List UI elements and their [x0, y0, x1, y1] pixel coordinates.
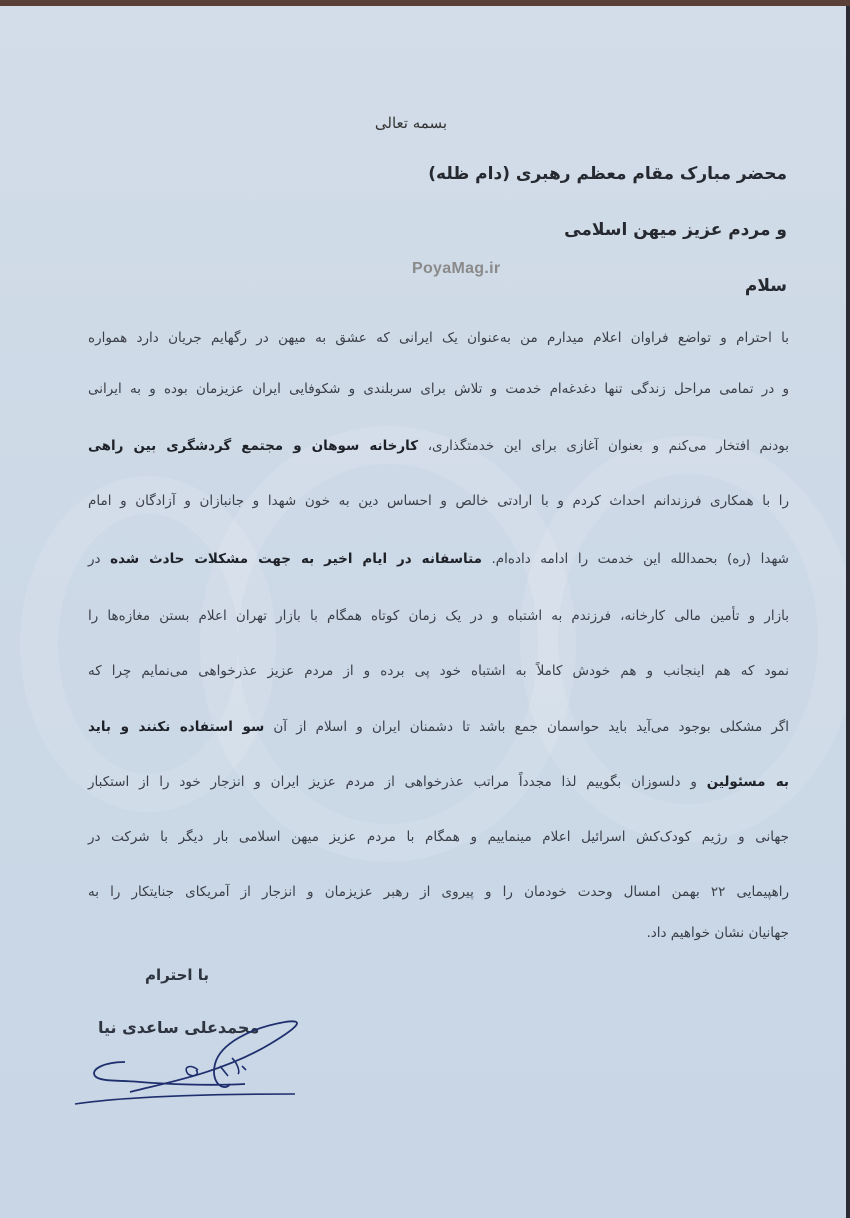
emphasized-text: به مسئولین: [706, 774, 789, 790]
body-line: [88, 829, 789, 845]
emphasized-text: کارخانه سوهان و مجتمع گردشگری بین راهی: [88, 438, 419, 454]
body-text: بازار و تأمین مالی کارخانه، فرزندم به اشتباه و در یک زمان کوتاه همگام با بازار تهران اعلام بستن مغازه‌ها را: [88, 608, 789, 624]
addressee-leader: محضر مبارک مقام معظم رهبری (دام ظله): [428, 164, 787, 184]
greeting: سلام: [744, 276, 787, 296]
body-line: [88, 330, 789, 346]
signer-name: محمدعلی ساعدی نیا: [98, 1018, 260, 1037]
body-text: نمود که هم اینجانب و هم خودش کاملاً به اشتباه خود پی برده و از مردم عزیز عذرخواهی می‌نمایم چرا که: [88, 663, 789, 679]
body-line: [88, 608, 789, 624]
watermark-shape: [20, 476, 276, 812]
body-line: [88, 774, 789, 790]
body-line: [88, 884, 789, 900]
signature-icon: [70, 1014, 310, 1114]
body-text: جهانی و رژیم کودک‌کش اسرائیل اعلام مینماییم و همگام با مردم عزیز میهن اسلامی بار دیگر با شرکت در: [88, 829, 789, 845]
body-text: جهانیان نشان خواهیم داد.: [646, 925, 789, 941]
body-line: [88, 438, 789, 454]
body-text: در: [88, 551, 111, 567]
body-line: [88, 663, 789, 679]
closing: با احترام: [145, 966, 210, 984]
letter-page: [0, 6, 847, 1218]
body-line: [88, 493, 789, 509]
body-line: [88, 381, 789, 397]
body-line: [88, 551, 789, 567]
addressee-people: و مردم عزیز میهن اسلامی: [564, 220, 787, 240]
page-edge: [846, 6, 850, 1218]
body-text: و در تمامی مراحل زندگی تنها دغدغه‌ام خدمت و تلاش برای سربلندی و شکوفایی ایران عزیزمان بوده و به ایرانی: [88, 381, 789, 397]
body-text: شهدا (ره) بحمدالله این خدمت را ادامه داده‌ام.: [481, 551, 789, 567]
emphasized-text: سو استفاده نکنند و باید: [88, 719, 265, 735]
body-line: [88, 925, 789, 941]
body-text: راهپیمایی ۲۲ بهمن امسال وحدت خودمان را و پیروی از رهبر عزیزمان و انزجار از آمریکای جنایتکار را به: [88, 884, 789, 900]
emphasized-text: متاسفانه در ایام اخیر به جهت مشکلات حادث شده: [110, 551, 482, 567]
body-text: اگر مشکلی بوجود می‌آید باید حواسمان جمع باشد تا دشمنان ایران و اسلام از آن: [264, 719, 789, 735]
body-text: را با همکاری فرزندانم احداث کردم و با ارادتی خالص و احساس دین به خون شهدا و جانبازان و آزادگان و امام: [88, 493, 789, 509]
invocation: بسمه تعالی: [374, 114, 447, 132]
body-text: با احترام و تواضع فراوان اعلام میدارم من به‌عنوان یک ایرانی که عشق به میهن در رگهایم جریان دارد همواره: [88, 330, 789, 346]
site-watermark: PoyaMag.ir: [412, 260, 501, 277]
body-text: و دلسوزان بگوییم لذا مجدداً مراتب عذرخواهی از مردم عزیز ایران و انزجار خود را از استکبار: [88, 774, 707, 790]
body-text: بودنم افتخار می‌کنم و بعنوان آغازی برای این خدمتگذاری،: [418, 438, 789, 454]
body-line: [88, 719, 789, 735]
